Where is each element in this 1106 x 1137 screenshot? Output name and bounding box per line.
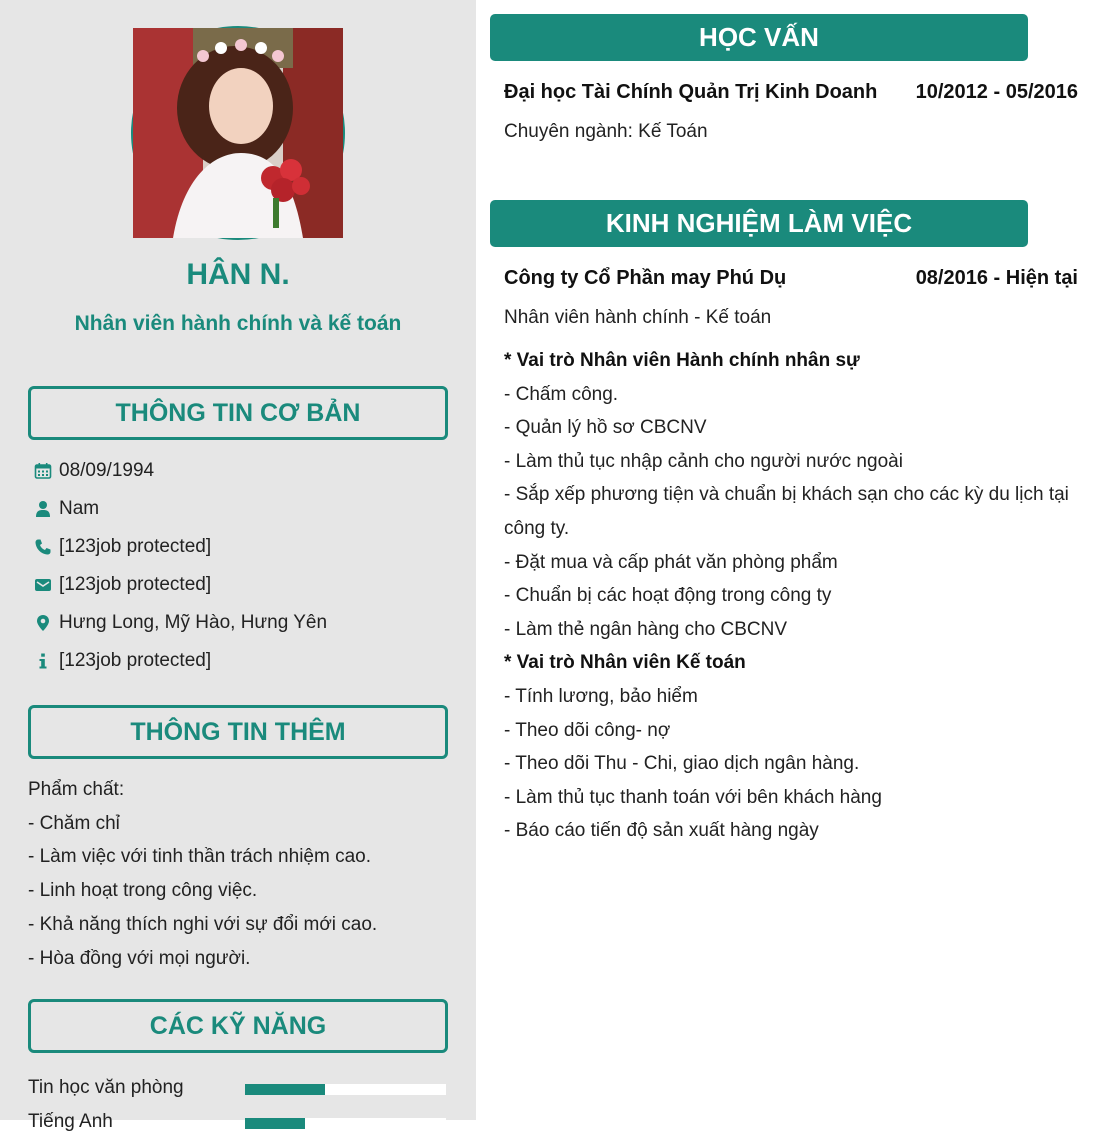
extra-info-line: - Linh hoạt trong công việc.	[28, 880, 258, 902]
skill-label: Tin học văn phòng	[28, 1077, 184, 1098]
info-phone	[34, 528, 327, 566]
experience-row	[504, 267, 1078, 290]
profile-photo	[133, 28, 343, 238]
duty-line: * Vai trò Nhân viên Hành chính nhân sự	[504, 350, 860, 371]
info-other	[34, 642, 327, 680]
other-info-value[interactable]: [123job protected]	[59, 650, 212, 671]
education-major: Chuyên ngành: Kế Toán	[504, 121, 708, 142]
duty-line: - Đặt mua và cấp phát văn phòng phẩm	[504, 551, 838, 573]
info-gender	[34, 490, 327, 528]
duty-line: - Làm thẻ ngân hàng cho CBCNV	[504, 618, 788, 640]
duty-line: - Chấm công.	[504, 383, 619, 405]
experience-position: Nhân viên hành chính - Kế toán	[504, 307, 772, 328]
duty-line: - Làm thủ tục thanh toán với bên khách hàng	[504, 786, 882, 808]
info-address	[34, 604, 327, 642]
duty-line: - Sắp xếp phương tiện và chuẩn bị khách sạn cho các kỳ du lịch tại công ty.	[504, 484, 1069, 539]
birthday-value: 08/09/1994	[59, 460, 155, 481]
info-birthday	[34, 452, 327, 490]
company-name: Công ty Cổ Phần may Phú Dụ	[504, 267, 787, 289]
skills-heading: CÁC KỸ NĂNG	[28, 999, 448, 1053]
email-value[interactable]: [123job protected]	[59, 574, 212, 595]
extra-info-line: - Chăm chỉ	[28, 812, 120, 834]
user-icon	[34, 500, 52, 518]
skill-bar-fill	[245, 1118, 305, 1129]
duty-list	[504, 344, 1084, 848]
sidebar	[0, 0, 476, 1132]
skill-bar	[245, 1084, 446, 1095]
experience-heading: KINH NGHIỆM LÀM VIỆC	[490, 200, 1028, 247]
phone-value[interactable]: [123job protected]	[59, 536, 212, 557]
candidate-name: HÂN N.	[186, 258, 290, 291]
duty-line: - Tính lương, bảo hiểm	[504, 685, 698, 707]
duty-line: - Theo dõi Thu - Chi, giao dịch ngân hàng.	[504, 753, 860, 775]
map-marker-icon	[34, 614, 52, 632]
duty-line: - Chuẩn bị các hoạt động trong công ty	[504, 585, 832, 607]
gender-value: Nam	[59, 498, 100, 519]
duty-line: - Quản lý hồ sơ CBCNV	[504, 417, 707, 439]
phone-icon	[34, 538, 52, 556]
extra-info-line: - Làm việc với tinh thần trách nhiệm cao.	[28, 846, 372, 868]
info-email	[34, 566, 327, 604]
info-icon	[34, 652, 52, 670]
basic-info-heading: THÔNG TIN CƠ BẢN	[28, 386, 448, 440]
skill-bar-fill	[245, 1084, 325, 1095]
duty-line: - Báo cáo tiến độ sản xuất hàng ngày	[504, 820, 819, 842]
extra-info-list	[28, 773, 377, 975]
education-heading: HỌC VẤN	[490, 14, 1028, 61]
avatar	[131, 26, 345, 240]
skill-label: Tiếng Anh	[28, 1111, 113, 1132]
candidate-job-title: Nhân viên hành chính và kế toán	[74, 312, 402, 335]
duty-line: - Làm thủ tục nhập cảnh cho người nước ngoài	[504, 450, 903, 472]
education-row	[504, 81, 1078, 104]
education-period: 10/2012 - 05/2016	[915, 81, 1078, 103]
basic-info-list	[34, 452, 327, 680]
experience-period: 08/2016 - Hiện tại	[915, 267, 1078, 289]
duty-line: * Vai trò Nhân viên Kế toán	[504, 652, 746, 674]
skill-bar	[245, 1118, 446, 1129]
extra-info-line: Phẩm chất:	[28, 779, 125, 800]
calendar-icon	[34, 462, 52, 480]
school-name: Đại học Tài Chính Quản Trị Kinh Doanh	[504, 81, 878, 103]
duty-line: - Theo dõi công- nợ	[504, 719, 671, 741]
address-value: Hưng Long, Mỹ Hào, Hưng Yên	[59, 612, 328, 633]
extra-info-line: - Khả năng thích nghi với sự đổi mới cao.	[28, 913, 378, 935]
envelope-icon	[34, 576, 52, 594]
extra-info-heading: THÔNG TIN THÊM	[28, 705, 448, 759]
extra-info-line: - Hòa đồng với mọi người.	[28, 947, 251, 969]
